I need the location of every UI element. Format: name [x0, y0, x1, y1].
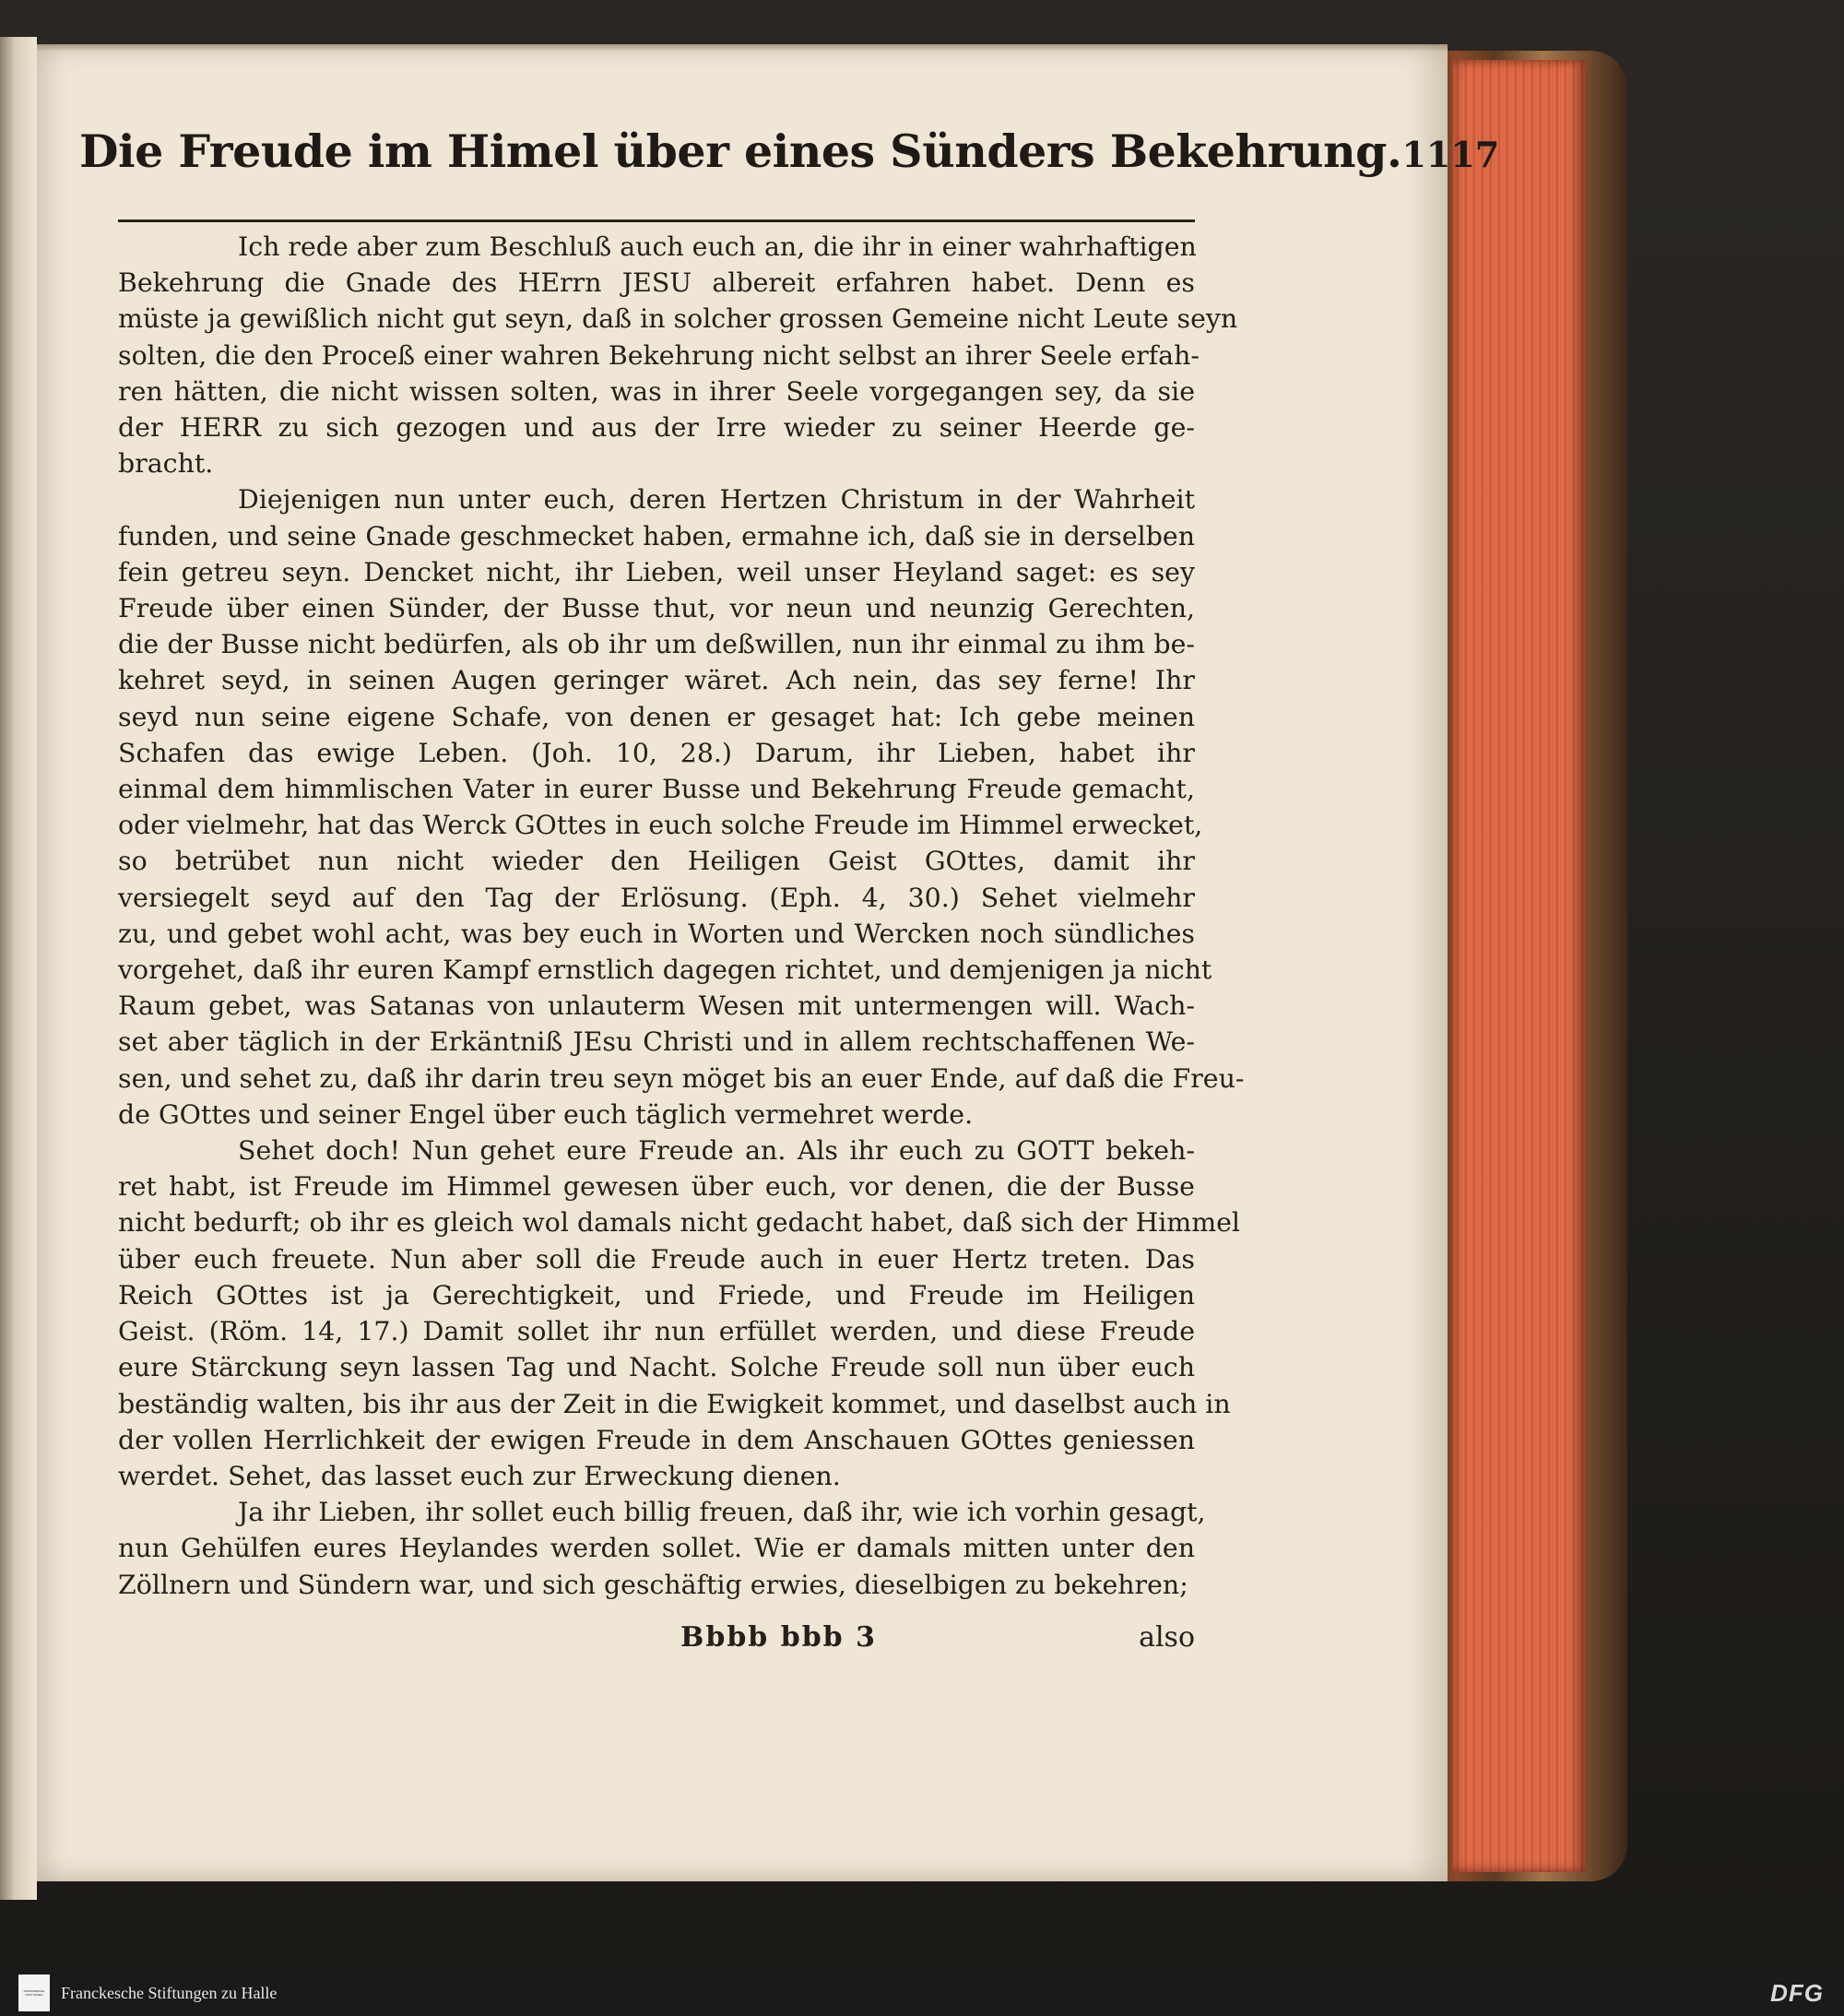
text-line: Diejenigen nun unter euch, deren Hertzen Christum in der Wahrheit — [238, 484, 1195, 516]
page-number: 1117 — [1401, 134, 1500, 175]
red-fore-edge — [1452, 60, 1586, 1872]
text-line: Zöllnern und Sündern war, und sich geschäftig erwies, dieselbigen zu bekehren; — [118, 1569, 1188, 1600]
text-line: die der Busse nicht bedürfen, als ob ihr um deßwillen, nun ihr einmal zu ihm be- — [118, 629, 1195, 660]
running-head — [79, 125, 1500, 208]
header-rule — [118, 219, 1195, 222]
text-line: funden, und seine Gnade geschmecket haben, ermahne ich, daß sie in derselben — [118, 520, 1195, 551]
text-line: einmal dem himmlischen Vater in eurer Busse und Bekehrung Freude gemacht, — [118, 774, 1195, 805]
text-line: set aber täglich in der Erkäntniß JEsu Christi und in allem rechtschaffenen We- — [118, 1026, 1195, 1058]
paragraph — [118, 1133, 1241, 1494]
page-footer — [118, 1621, 1195, 1654]
paragraph — [118, 481, 1245, 1133]
dfg-logo: DFG — [1770, 1979, 1824, 2007]
catchword: also — [1139, 1621, 1195, 1654]
text-line: vorgehet, daß ihr euren Kampf ernstlich dagegen richtet, und demjenigen ja nicht — [118, 955, 1212, 986]
text-line: der HERR zu sich gezogen und aus der Irre wieder zu seiner Heerde ge- — [118, 412, 1195, 444]
text-line: nun Gehülfen eures Heylandes werden sollet. Wie er damals mitten unter den — [118, 1533, 1195, 1564]
text-line: müste ja gewißlich nicht gut seyn, daß in solcher grossen Gemeine nicht Leute seyn — [118, 303, 1238, 335]
text-line: bracht. — [118, 448, 214, 480]
text-line: Freude über einen Sünder, der Busse thut, vor neun und neunzig Gerechten, — [118, 593, 1195, 624]
institution-name[interactable]: Franckesche Stiftungen zu Halle — [61, 1983, 278, 2002]
text-line: Ich rede aber zum Beschluß auch euch an, die ihr in einer wahrhaftigen — [238, 231, 1197, 262]
text-line: sen, und sehet zu, daß ihr darin treu seyn möget bis an euer Ende, auf daß die Freu- — [118, 1062, 1245, 1094]
text-line: beständig walten, bis ihr aus der Zeit in die Ewigkeit kommet, und daselbst auch in — [118, 1388, 1231, 1419]
text-line: versiegelt seyd auf den Tag der Erlösung. (Eph. 4, 30.) Sehet vielmehr — [118, 882, 1195, 913]
institution-logo-text: FRANCKESCHE STIFTUNGEN — [23, 1989, 45, 1997]
printer-signature: Bbbb bbb 3 — [680, 1621, 877, 1654]
text-line: de GOttes und seiner Engel über euch täglich vermehret werde. — [118, 1098, 974, 1130]
text-line: werdet. Sehet, das lasset euch zur Erweckung dienen. — [118, 1460, 841, 1491]
paragraph — [118, 1494, 1206, 1603]
text-line: fein getreu seyn. Dencket nicht, ihr Lieben, weil unser Heyland saget: es sey — [118, 556, 1195, 587]
text-line: seyd nun seine eigene Schafe, von denen er gesaget hat: Ich gebe meinen — [118, 701, 1195, 732]
body-text — [118, 229, 1245, 1603]
paragraph — [118, 229, 1238, 481]
text-line: Sehet doch! Nun gehet eure Freude an. Als ihr euch zu GOTT bekeh- — [238, 1135, 1195, 1167]
text-line: der vollen Herrlichkeit der ewigen Freude in dem Anschauen GOttes geniessen — [118, 1424, 1195, 1455]
text-line: eure Stärckung seyn lassen Tag und Nacht. Solche Freude soll nun über euch — [118, 1352, 1195, 1383]
text-line: über euch freuete. Nun aber soll die Freude auch in euer Hertz treten. Das — [118, 1243, 1195, 1275]
text-line: so betrübet nun nicht wieder den Heiligen Geist GOttes, damit ihr — [118, 846, 1195, 877]
institution-logo — [18, 1974, 50, 2011]
previous-page-edge — [0, 37, 37, 1900]
text-line: Geist. (Röm. 14, 17.) Damit sollet ihr nun erfüllet werden, und diese Freude — [118, 1316, 1195, 1347]
text-line: oder vielmehr, hat das Werck GOttes in euch solche Freude im Himmel erwecket, — [118, 810, 1203, 841]
text-line: Raum gebet, was Satanas von unlauterm Wesen mit untermengen will. Wach- — [118, 990, 1195, 1022]
text-line: Schafen das ewige Leben. (Joh. 10, 28.) Darum, ihr Lieben, habet ihr — [118, 737, 1195, 768]
text-line: ren hätten, die nicht wissen solten, was in ihrer Seele vorgegangen sey, da sie — [118, 375, 1195, 407]
text-line: Bekehrung die Gnade des HErrn JESU albereit erfahren habet. Denn es — [118, 267, 1195, 299]
text-line: zu, und gebet wohl acht, was bey euch in Worten und Wercken noch sündliches — [118, 918, 1195, 949]
text-line: Ja ihr Lieben, ihr sollet euch billig freuen, daß ihr, wie ich vorhin gesagt, — [238, 1497, 1206, 1528]
running-title: Die Freude im Himel über eines Sünders Bekehrung. — [79, 125, 1402, 178]
viewer-bar — [0, 1970, 1844, 2016]
text-line: nicht bedurft; ob ihr es gleich wol damals nicht gedacht habet, daß sich der Himmel — [118, 1207, 1241, 1239]
text-line: ret habt, ist Freude im Himmel gewesen über euch, vor denen, die der Busse — [118, 1171, 1195, 1203]
text-line: kehret seyd, in seinen Augen geringer wäret. Ach nein, das sey ferne! Ihr — [118, 665, 1195, 696]
text-line: Reich GOttes ist ja Gerechtigkeit, und Friede, und Freude im Heiligen — [118, 1279, 1195, 1310]
text-line: solten, die den Proceß einer wahren Bekehrung nicht selbst an ihrer Seele erfah- — [118, 339, 1200, 371]
